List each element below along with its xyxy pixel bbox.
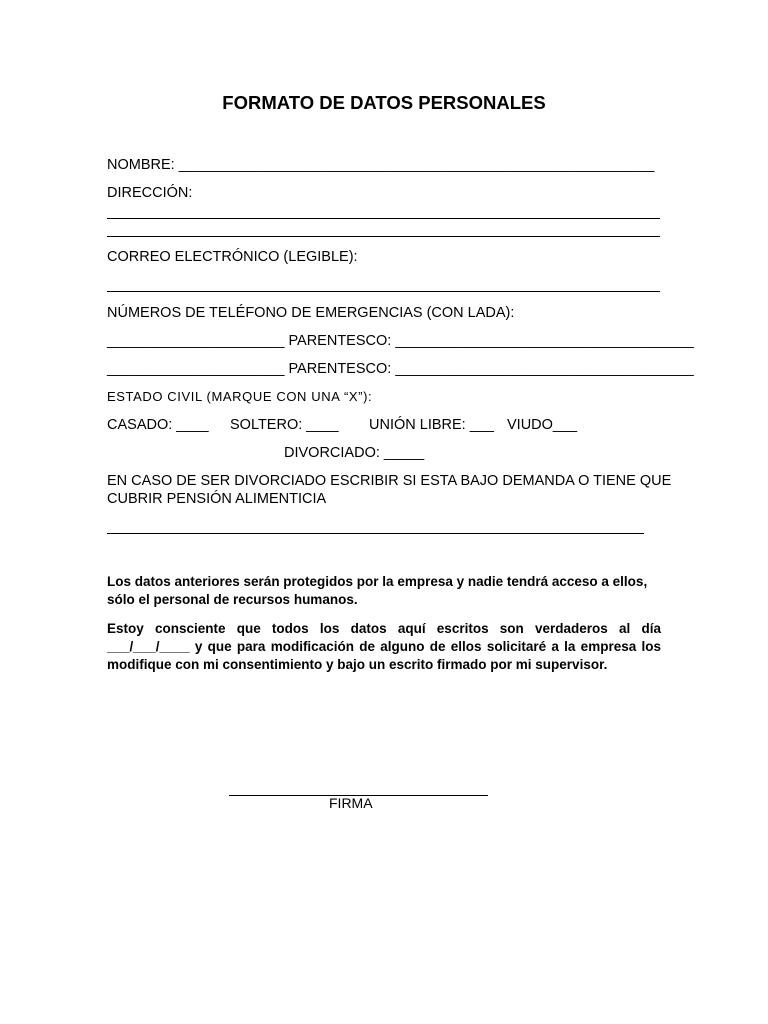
union-libre-option: UNIÓN LIBRE: ___ xyxy=(369,417,494,433)
direccion-line-2 xyxy=(107,236,660,237)
viudo-option: VIUDO___ xyxy=(507,417,578,433)
estado-civil-label: ESTADO CIVIL (MARQUE CON UNA “X”): xyxy=(107,389,373,404)
consent-statement: Estoy consciente que todos los datos aquí escritos son verdaderos al día ___/___/____ y que para modificación de alguno de ellos solicitaré a la empresa los modifique con mi consentimiento y bajo un escrito firmado por mi supervisor. xyxy=(107,621,661,672)
signature-label: FIRMA xyxy=(329,795,373,811)
telefono-row-1: ______________________ PARENTESCO: _____________________________________ xyxy=(107,333,694,349)
divorcio-instruction-line-1: EN CASO DE SER DIVORCIADO ESCRIBIR SI ESTA BAJO DEMANDA O TIENE QUE xyxy=(107,473,672,489)
page-title: FORMATO DE DATOS PERSONALES xyxy=(222,92,546,113)
direccion-label: DIRECCIÓN: xyxy=(107,185,193,201)
nombre-field: NOMBRE: ___________________________________________________________ xyxy=(107,157,655,173)
correo-label: CORREO ELECTRÓNICO (LEGIBLE): xyxy=(107,249,358,265)
soltero-option: SOLTERO: ____ xyxy=(230,417,339,433)
divorcio-answer-line xyxy=(107,533,644,534)
divorcio-instruction-line-2: CUBRIR PENSIÓN ALIMENTICIA xyxy=(107,491,327,507)
casado-option: CASADO: ____ xyxy=(107,417,209,433)
telefonos-label: NÚMEROS DE TELÉFONO DE EMERGENCIAS (CON LADA): xyxy=(107,305,515,321)
direccion-line-1 xyxy=(107,218,660,219)
privacy-notice: Los datos anteriores serán protegidos por la empresa y nadie tendrá acceso a ellos, sólo el personal de recursos humanos. xyxy=(107,574,648,607)
telefono-row-2: ______________________ PARENTESCO: _____________________________________ xyxy=(107,361,694,377)
divorciado-option: DIVORCIADO: _____ xyxy=(284,445,425,461)
correo-line xyxy=(107,291,660,292)
